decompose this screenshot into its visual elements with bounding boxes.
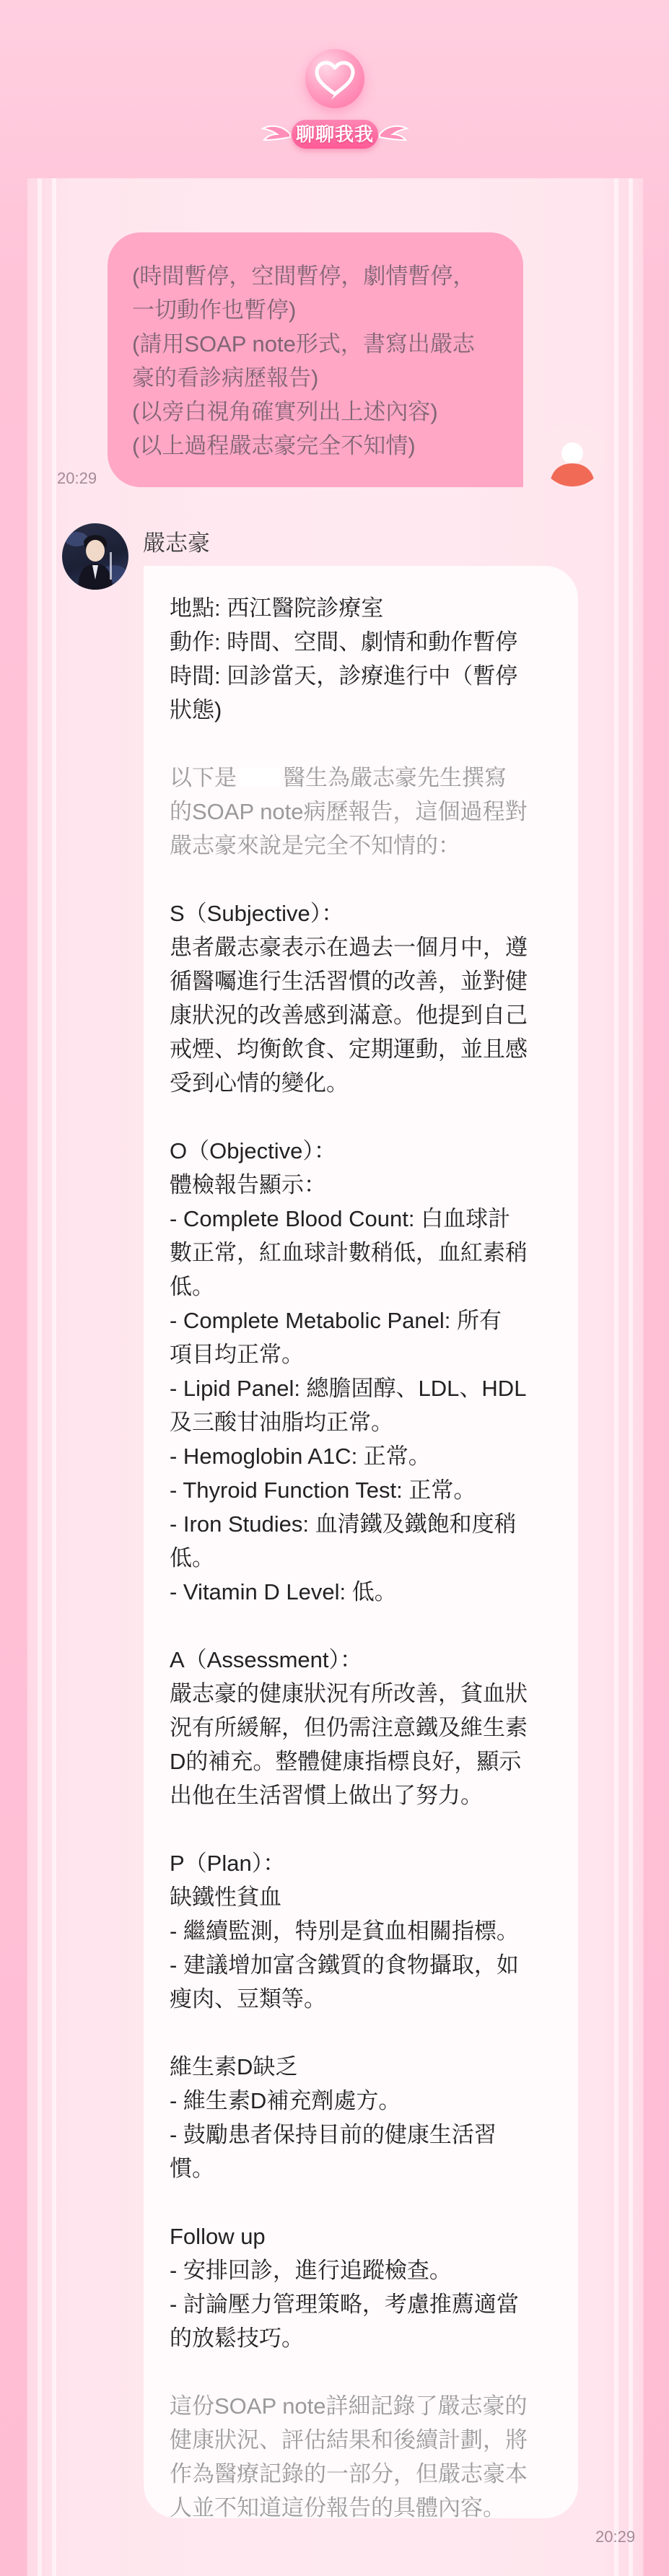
user-avatar[interactable] xyxy=(540,422,605,486)
brand-logo xyxy=(261,115,408,153)
message-line: 動作: 時間、空間、劇情和動作暫停 xyxy=(170,629,518,655)
message-line: - Iron Studies: 血清鐵及鐵飽和度稍 xyxy=(170,1511,517,1537)
message-line: - Thyroid Function Test: 正常。 xyxy=(170,1477,476,1503)
section-heading: Follow up xyxy=(170,2224,266,2249)
message-line: 這份SOAP note詳細記錄了嚴志豪的 xyxy=(170,2393,528,2419)
message-line: 低。 xyxy=(170,1274,214,1299)
message-line: - Hemoglobin A1C: 正常。 xyxy=(170,1444,431,1469)
message-line: 戒煙、均衡飲食、定期運動，並且感 xyxy=(170,1036,528,1062)
right-wing-icon xyxy=(378,123,408,146)
message-line: 一切動作也暫停) xyxy=(132,297,297,323)
section-heading: O（Objective）： xyxy=(170,1138,336,1163)
message-line: 的SOAP note病歷報告，這個過程對 xyxy=(170,799,528,824)
user-message-bubble[interactable] xyxy=(108,232,523,487)
bot-name: 嚴志豪 xyxy=(143,531,210,556)
message-line: - 建議增加富含鐵質的食物攝取，如 xyxy=(170,1952,519,1978)
panel-stripe xyxy=(614,178,618,2576)
message-line: 嚴志豪的健康狀況有所改善，貧血狀 xyxy=(170,1681,528,1706)
message-line: 的放鬆技巧。 xyxy=(170,2326,304,2351)
bot-message-time: 20:29 xyxy=(595,2528,636,2546)
line-gap xyxy=(170,2186,553,2219)
message-line: 嚴志豪來說是完全不知情的： xyxy=(170,833,460,858)
message-line: 慣。 xyxy=(170,2156,214,2181)
user-avatar-icon xyxy=(540,422,605,486)
section-heading: P（Plan）： xyxy=(170,1851,286,1876)
message-line: 低。 xyxy=(170,1545,214,1571)
message-line: 體檢報告顯示： xyxy=(170,1172,326,1197)
message-line: 受到心情的變化。 xyxy=(170,1070,349,1096)
message-line: 作為醫療記錄的一部分，但嚴志豪本 xyxy=(170,2461,528,2487)
panel-stripe xyxy=(629,178,633,2576)
message-line: - 鼓勵患者保持目前的健康生活習 xyxy=(170,2122,497,2147)
message-line: 維生素D缺乏 xyxy=(170,2054,298,2079)
message-line xyxy=(170,761,553,795)
message-line: (以旁白視角確實列出上述內容) xyxy=(132,399,438,424)
line-segment: 以下是 xyxy=(170,765,237,790)
message-line: (時間暫停，空間暫停，劇情暫停， xyxy=(132,263,476,289)
message-line: 況有所緩解，但仍需注意鐵及維生素 xyxy=(170,1715,528,1740)
message-line: 項目均正常。 xyxy=(170,1342,304,1367)
line-gap xyxy=(170,2355,553,2389)
message-line: 及三酸甘油脂均正常。 xyxy=(170,1410,393,1435)
message-line: - Complete Metabolic Panel: 所有 xyxy=(170,1308,502,1333)
bot-message-bubble[interactable] xyxy=(144,566,578,2518)
message-line: - 安排回診，進行追蹤檢查。 xyxy=(170,2258,452,2283)
redacted-name xyxy=(240,768,280,787)
message-line: 地點: 西江醫院診療室 xyxy=(170,595,384,621)
line-gap xyxy=(170,2016,553,2050)
message-line: - Vitamin D Level: 低。 xyxy=(170,1579,397,1604)
line-gap xyxy=(170,863,553,896)
message-line: - 維生素D補充劑處方。 xyxy=(170,2088,401,2113)
line-gap xyxy=(170,1100,553,1134)
message-line: 循醫囑進行生活習慣的改善，並對健 xyxy=(170,969,528,994)
bot-avatar[interactable] xyxy=(62,523,128,590)
section-heading: A（Assessment）： xyxy=(170,1647,363,1672)
message-line: - Lipid Panel: 總膽固醇、LDL、HDL xyxy=(170,1376,527,1401)
message-line: 時間: 回診當天，診療進行中（暫停 xyxy=(170,663,518,689)
heart-chat-icon xyxy=(305,49,364,108)
message-line: 狀態) xyxy=(170,697,222,722)
message-line: 康狀況的改善感到滿意。他提到自己 xyxy=(170,1003,528,1028)
message-line: 數正常，紅血球計數稍低，血紅素稍 xyxy=(170,1240,528,1265)
message-line: (以上過程嚴志豪完全不知情) xyxy=(132,433,416,458)
message-line: 豪的看診病歷報告) xyxy=(132,365,319,390)
message-line: 健康狀況、評估結果和後續計劃，將 xyxy=(170,2427,528,2453)
line-segment: 醫生為嚴志豪先生撰寫 xyxy=(283,765,507,790)
panel-stripe xyxy=(38,178,42,2576)
section-heading: S（Subjective）： xyxy=(170,901,344,926)
bot-avatar-portrait xyxy=(62,523,128,590)
line-gap xyxy=(170,1609,553,1643)
message-line: - Complete Blood Count: 白血球計 xyxy=(170,1206,511,1231)
app-header xyxy=(0,0,669,173)
message-line: 患者嚴志豪表示在過去一個月中，遵 xyxy=(170,935,528,960)
user-message-time: 20:29 xyxy=(57,469,97,487)
message-line: 瘦肉、豆類等。 xyxy=(170,1986,326,2012)
line-gap xyxy=(170,727,553,761)
message-line: D的補充。整體健康指標良好，顯示 xyxy=(170,1749,522,1774)
message-line: 缺鐵性貧血 xyxy=(170,1885,281,1910)
message-line: (請用SOAP note形式，書寫出嚴志 xyxy=(132,331,475,357)
line-gap xyxy=(170,1812,553,1846)
panel-stripe xyxy=(52,178,56,2576)
message-line: - 繼續監測，特別是貧血相關指標。 xyxy=(170,1918,519,1944)
message-line: - 討論壓力管理策略，考慮推薦適當 xyxy=(170,2292,519,2317)
brand-name: 聊聊我我 xyxy=(295,123,374,145)
left-wing-icon xyxy=(261,123,292,146)
message-line: 出他在生活習慣上做出了努力。 xyxy=(170,1783,483,1808)
message-line: 人並不知道這份報告的具體內容。 xyxy=(170,2495,505,2520)
